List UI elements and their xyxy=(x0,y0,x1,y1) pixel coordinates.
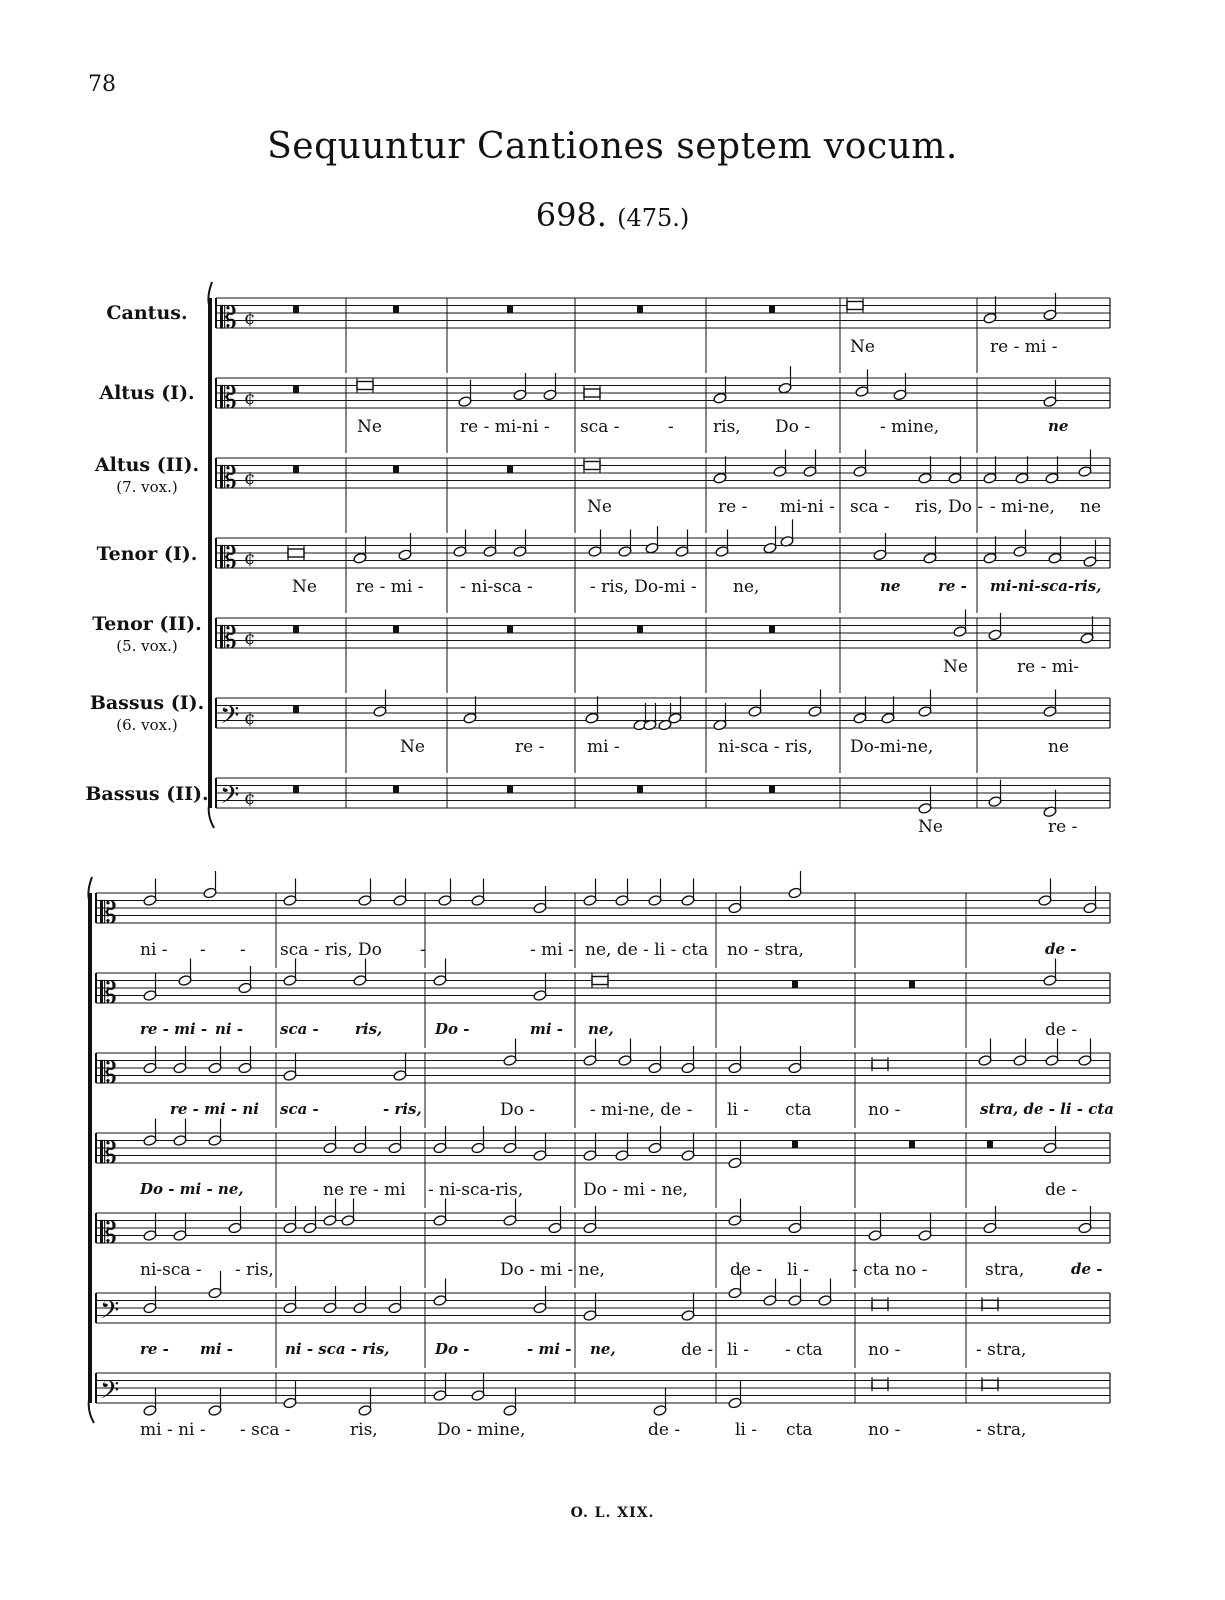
system-2-lyric-voice-4-syllable: ne re - mi xyxy=(323,1180,406,1200)
system-2-lyric-voice-7-syllable: mi - ni - xyxy=(140,1420,206,1440)
system-2-lyric-voice-4-syllable: de - xyxy=(1045,1180,1078,1200)
system-2-lyric-voice-1-syllable: - xyxy=(240,940,246,960)
clef-icon: 𝄡 xyxy=(220,541,237,576)
time-signature: ¢ xyxy=(244,548,256,569)
page-number: 78 xyxy=(88,72,116,97)
system-2-lyric-voice-6-syllable: ni - sca - ris, xyxy=(285,1340,390,1358)
system-2-lyric-voice-7-syllable: - stra, xyxy=(976,1420,1027,1440)
time-signature: ¢ xyxy=(244,788,256,809)
system-1-lyric-voice-6-syllable: Do-mi-ne, xyxy=(850,737,934,757)
rest xyxy=(393,306,399,314)
breve-note xyxy=(872,1380,888,1388)
system-1-lyric-voice-1-syllable: Ne xyxy=(850,337,875,357)
rest xyxy=(637,306,643,314)
system-1-lyric-voice-3-syllable: - mi-ne, xyxy=(990,497,1055,517)
system-2-lyric-voice-1-syllable: de - xyxy=(1045,940,1077,958)
system-2-lyric-voice-7-syllable: de - xyxy=(648,1420,681,1440)
system-2-lyric-voice-1-syllable: sca - ris, Do xyxy=(280,940,382,960)
system-2-lyric-voice-6-syllable: - mi - xyxy=(527,1340,572,1358)
system-1-lyric-voice-6-syllable: Ne xyxy=(400,737,425,757)
system-1-lyric-voice-2-syllable: sca - xyxy=(580,417,620,437)
clef-icon: 𝄢 xyxy=(100,1376,120,1411)
rest xyxy=(987,1141,993,1149)
clef-icon: 𝄢 xyxy=(100,1296,120,1331)
system-2-lyric-voice-3-syllable: - ris, xyxy=(383,1100,422,1118)
rest xyxy=(909,981,915,989)
voice-label-bassus-1: Bassus (I). (6. vox.) xyxy=(89,692,205,734)
time-signature: ¢ xyxy=(244,388,256,409)
system-2-lyric-voice-5-syllable: stra, xyxy=(985,1260,1025,1280)
system-2-lyric-voice-6-syllable: - cta xyxy=(785,1340,823,1360)
rest xyxy=(507,786,513,794)
voice-label-altus-2: Altus (II). (7. vox.) xyxy=(94,454,200,496)
system-1-lyric-voice-7-syllable: Ne xyxy=(918,817,943,837)
voice-label-tenor-2: Tenor (II). (5. vox.) xyxy=(92,613,202,655)
system-1-lyric-voice-2-syllable: Ne xyxy=(357,417,382,437)
system-2-lyric-voice-5-syllable: de - xyxy=(730,1260,763,1280)
system-2-lyric-voice-2-syllable: re - mi - xyxy=(140,1020,208,1038)
rest xyxy=(909,1141,915,1149)
system-1-lyric-voice-2-syllable: ris, xyxy=(713,417,741,437)
system-2-lyric-voice-2-syllable: ris, xyxy=(355,1020,383,1038)
system-2-lyric-voice-7-syllable: - sca - xyxy=(240,1420,291,1440)
system-2-lyric-voice-2-syllable: ne, xyxy=(588,1020,614,1038)
system-2-lyric-voice-5-syllable: - ris, xyxy=(235,1260,274,1280)
system-1-lyric-voice-6-syllable: re - xyxy=(515,737,545,757)
system-1-lyric-voice-7-syllable: re - xyxy=(1048,817,1078,837)
system-1-lyric-voice-2-syllable: ne xyxy=(1048,417,1069,435)
system-1-lyric-voice-6-syllable: ni-sca - ris, xyxy=(718,737,813,757)
rest xyxy=(293,706,299,714)
system-2-lyric-voice-5-syllable: de - xyxy=(1071,1260,1103,1278)
system-2-lyric-voice-6-syllable: ne, xyxy=(590,1340,616,1358)
breve-note xyxy=(584,462,600,470)
system-1-lyric-voice-3-syllable: ris, Do - xyxy=(915,497,984,517)
system-2-lyric-voice-3-syllable: li - xyxy=(727,1100,750,1120)
system-2-lyric-voice-1-syllable: no - stra, xyxy=(727,940,804,960)
breve-note xyxy=(584,389,600,397)
breve-note xyxy=(592,977,608,985)
system-2-lyric-voice-4-syllable: Do - mi - ne, xyxy=(583,1180,688,1200)
clef-icon: 𝄡 xyxy=(220,301,237,336)
piece-number: 698. xyxy=(535,196,607,234)
system-2-lyric-voice-3-syllable: no - xyxy=(868,1100,901,1120)
system-1-lyric-voice-6-syllable: mi - xyxy=(587,737,620,757)
system-2-lyric-voice-6-syllable: de - xyxy=(681,1340,714,1360)
clef-icon: 𝄢 xyxy=(220,701,240,736)
voice-label-tenor-1: Tenor (I). xyxy=(96,543,198,565)
rest xyxy=(393,786,399,794)
rest xyxy=(393,466,399,474)
time-signature: ¢ xyxy=(244,308,256,329)
breve-note xyxy=(982,1380,998,1388)
rest xyxy=(507,306,513,314)
system-1-lyric-voice-3-syllable: re - xyxy=(718,497,748,517)
rest xyxy=(792,1141,798,1149)
system-1-lyric-voice-5-syllable: re - mi- xyxy=(1017,657,1080,677)
rest xyxy=(293,466,299,474)
clef-icon: 𝄢 xyxy=(220,781,240,816)
breve-note xyxy=(872,1300,888,1308)
system-2-lyric-voice-1-syllable: ni - xyxy=(140,940,168,960)
system-2-lyric-voice-7-syllable: Do - mine, xyxy=(437,1420,526,1440)
rest xyxy=(637,626,643,634)
breve-note xyxy=(872,1060,888,1068)
system-1-lyric-voice-4-syllable: - ni-sca - xyxy=(460,577,533,597)
rest xyxy=(637,786,643,794)
system-1-lyric-voice-3-syllable: Ne xyxy=(587,497,612,517)
breve-note xyxy=(847,302,863,310)
clef-icon: 𝄡 xyxy=(100,1216,117,1251)
rest xyxy=(293,306,299,314)
voice-label-cantus: Cantus. xyxy=(106,302,188,324)
page-title: Sequuntur Cantiones septem vocum. xyxy=(267,126,958,167)
clef-icon: 𝄡 xyxy=(220,621,237,656)
time-signature: ¢ xyxy=(244,628,256,649)
rest xyxy=(507,466,513,474)
clef-icon: 𝄡 xyxy=(220,461,237,496)
system-2-lyric-voice-3-syllable: cta xyxy=(785,1100,812,1120)
footer-signature: O. L. XIX. xyxy=(570,1505,655,1521)
system-2-lyric-voice-2-syllable: sca - xyxy=(280,1020,319,1038)
clef-icon: 𝄡 xyxy=(100,976,117,1011)
system-1-lyric-voice-1-syllable: re - mi - xyxy=(990,337,1058,357)
system-2-lyric-voice-5-syllable: Do - mi - ne, xyxy=(500,1260,605,1280)
system-2-lyric-voice-2-syllable: de - xyxy=(1045,1020,1078,1040)
breve-note xyxy=(357,382,373,390)
system-1-lyric-voice-2-syllable: re - mi-ni - xyxy=(460,417,550,437)
system-2-lyric-voice-2-syllable: mi - xyxy=(530,1020,564,1038)
system-2-lyric-voice-3-syllable: re - mi - ni xyxy=(170,1100,259,1118)
system-1-lyric-voice-2-syllable: Do - xyxy=(775,417,811,437)
system-2-lyric-voice-4-syllable: - ni-sca-ris, xyxy=(428,1180,524,1200)
breve-note xyxy=(288,549,304,557)
system-2-lyric-voice-7-syllable: no - xyxy=(868,1420,901,1440)
system-1-lyric-voice-3-syllable: ne xyxy=(1080,497,1102,517)
system-2-lyric-voice-7-syllable: ris, xyxy=(350,1420,378,1440)
breve-note xyxy=(982,1300,998,1308)
system-2-lyric-voice-1-syllable: - mi - xyxy=(530,940,574,960)
system-2-lyric-voice-3-syllable: Do - xyxy=(500,1100,536,1120)
system-2-lyric-voice-3-syllable: stra, de - li - cta xyxy=(980,1100,1114,1118)
time-signature: ¢ xyxy=(244,468,256,489)
clef-icon: 𝄡 xyxy=(100,1136,117,1171)
system-2-lyric-voice-6-syllable: Do - xyxy=(435,1340,470,1358)
system-2-lyric-voice-6-syllable: no - xyxy=(868,1340,901,1360)
system-2-lyric-voice-2-syllable: ni - xyxy=(215,1020,244,1038)
system-2-lyric-voice-6-syllable: - stra, xyxy=(976,1340,1027,1360)
system-2-lyric-voice-5-syllable: - cta no - xyxy=(852,1260,928,1280)
system-1-lyric-voice-4-syllable: ne xyxy=(880,577,901,595)
clef-icon: 𝄡 xyxy=(220,381,237,416)
system-2-lyric-voice-7-syllable: li - xyxy=(735,1420,758,1440)
system-2-lyric-voice-2-syllable: Do - xyxy=(435,1020,470,1038)
system-1-lyric-voice-4-syllable: re - mi - xyxy=(356,577,424,597)
system-1-lyric-voice-4-syllable: ne, xyxy=(733,577,760,597)
system-2-lyric-voice-3-syllable: - mi-ne, de - xyxy=(590,1100,693,1120)
rest xyxy=(293,786,299,794)
system-1-lyric-voice-2-syllable: - mine, xyxy=(880,417,940,437)
system-2-lyric-voice-6-syllable: re - xyxy=(140,1340,169,1358)
system-1-lyric-voice-6-syllable: ne xyxy=(1048,737,1070,757)
piece-original-number: (475.) xyxy=(617,204,690,232)
system-1-lyric-voice-3-syllable: sca - xyxy=(850,497,890,517)
voice-label-altus-1: Altus (I). xyxy=(99,382,195,404)
system-1-lyric-voice-2-syllable: - xyxy=(668,417,674,437)
clef-icon: 𝄡 xyxy=(100,1056,117,1091)
system-2-lyric-voice-7-syllable: cta xyxy=(786,1420,813,1440)
system-2-lyric-voice-4-syllable: Do - mi - ne, xyxy=(140,1180,244,1198)
system-2-lyric-voice-5-syllable: li - xyxy=(787,1260,810,1280)
time-signature: ¢ xyxy=(244,708,256,729)
system-1-lyric-voice-4-syllable: mi-ni-sca-ris, xyxy=(990,577,1102,595)
system-1-lyric-voice-4-syllable: re - xyxy=(938,577,967,595)
rest xyxy=(507,626,513,634)
system-2-lyric-voice-1-syllable: ne, de - li - cta xyxy=(585,940,709,960)
system-1-lyric-voice-4-syllable: - ris, Do-mi - xyxy=(590,577,697,597)
system-2-lyric-voice-1-syllable: - xyxy=(200,940,206,960)
rest xyxy=(769,306,775,314)
rest xyxy=(293,386,299,394)
system-1-lyric-voice-4-syllable: Ne xyxy=(292,577,317,597)
system-2-lyric-voice-6-syllable: li - xyxy=(727,1340,750,1360)
system-2-lyric-voice-3-syllable: sca - xyxy=(280,1100,319,1118)
system-2-lyric-voice-6-syllable: mi - xyxy=(200,1340,234,1358)
system-1-lyric-voice-5-syllable: Ne xyxy=(943,657,968,677)
rest xyxy=(769,786,775,794)
system-2-lyric-voice-1-syllable: - xyxy=(420,940,426,960)
rest xyxy=(393,626,399,634)
rest xyxy=(293,626,299,634)
voice-label-bassus-2: Bassus (II). xyxy=(85,783,209,805)
system-2-lyric-voice-5-syllable: ni-sca - xyxy=(140,1260,202,1280)
rest xyxy=(769,626,775,634)
rest xyxy=(792,981,798,989)
clef-icon: 𝄡 xyxy=(100,896,117,931)
system-1-lyric-voice-3-syllable: mi-ni - xyxy=(780,497,835,517)
